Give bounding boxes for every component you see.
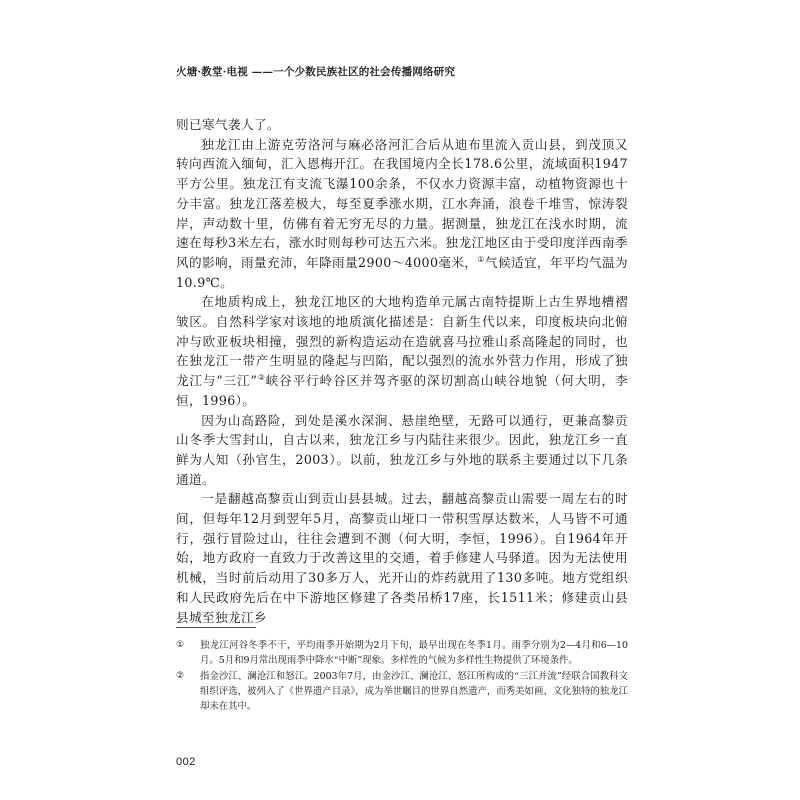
paragraph-2 (176, 135, 628, 293)
paragraph-2-text-a: 独龙江由上游克劳洛河与麻必洛河汇合后从迪布里流入贡山县，到茂顶又转向西流入缅甸，汇入恩梅开江。在我国境内全长178.6公里，流域面积1947平方公里。独龙江有支流飞瀑100余条，不仅水力资源丰富，动植物资源也十分丰富。独龙江落差极大，每至夏季涨水期，江水奔涌，浪卷千堆雪，惊涛裂岸，声动数十里，仿佛有着无穷无尽的力量。据测量，独龙江在浅水时期，流速在每秒3米左右，涨水时则每秒可达五六米。独龙江地区由于受印度洋西南季风的影响，雨量充沛，年降雨量2900～4000毫米， (176, 136, 628, 270)
paragraph-3-text-b: 峡谷平行岭谷区并驾齐驱的深切割高山峡谷地貌（何大明，李恒，1996）。 (176, 373, 628, 408)
paragraph-5: 一是翻越高黎贡山到贡山县县城。过去，翻越高黎贡山需要一周左右的时间，但每年12月到翌年5月，高黎贡山垭口一带积雪厚达数米，人马皆不可通行，强行冒险过山，往往会遭到不测（何大明，李恒，1996）。自1964年开始，地方政府一直致力于改善这里的交通，着手修建人马驿道。因为无法使用机械，当时前后动用了30多万人，光开山的炸药就用了130多吨。地方党组织和人民政府先后在中下游地区修建了各类吊桥17座，长1511米；修建贡山县县城至独龙江乡 (176, 491, 628, 625)
paragraph-2-text-b: 气候适宜，年平均气温为10.9℃。 (176, 254, 628, 290)
paragraph-1: 则已寒气袭人了。 (176, 117, 280, 132)
footnote-separator (176, 627, 256, 628)
footnote-1-text: 独龙江河谷冬季不干，平均雨季开始期为2月下旬，最早出现在冬季1月。雨季分别为2—4月和6—10月。5月和9月常出现雨季中降水“中断”现象。多样性的气候为多样性生物提供了环境条件。 (200, 640, 628, 666)
footnote-2-text: 指金沙江、澜沧江和怒江。2003年7月，由金沙江、澜沧江、怒江所构成的“三江并流”经联合国教科文组织评选，被列入了《世界遗产目录》，成为举世瞩目的世界自然遗产，而秀美如画、文化独特的独龙江却未在其中。 (200, 671, 628, 712)
footnote-1-marker: ① (176, 640, 185, 650)
paragraph-3 (176, 292, 628, 410)
running-head: 火塘·教堂·电视 ——一个少数民族社区的社会传播网络研究 (176, 66, 456, 78)
footnote-2-marker: ② (176, 671, 185, 681)
body-text (176, 115, 628, 627)
footnote-ref-1: ① (477, 254, 485, 264)
paragraph-4: 因为山高路险，到处是溪水深涧、悬崖绝壁，无路可以通行，更兼高黎贡山冬季大雪封山，自古以来，独龙江乡与内陆往来很少。因此，独龙江乡一直鲜为人知（孙官生，2003）。以前，独龙江乡与外地的联系主要通过以下几条通道。 (176, 412, 628, 487)
footnote-1 (176, 638, 628, 668)
footnotes (176, 638, 628, 715)
page-number: 002 (176, 756, 196, 768)
footnote-2 (176, 669, 628, 714)
paragraph-3-text-a: 在地质构成上，独龙江地区的大地构造单元属古南特提斯上古生界地槽褶皱区。自然科学家对该地的地质演化描述是：自新生代以来，印度板块向北俯冲与欧亚板块相撞，强烈的新构造运动在造就喜马拉雅山系高隆起的同时，也在独龙江一带产生明显的隆起与凹陷，配以强烈的流水外营力作用，形成了独龙江与“三江” (176, 294, 628, 389)
footnote-ref-2: ② (257, 372, 266, 382)
